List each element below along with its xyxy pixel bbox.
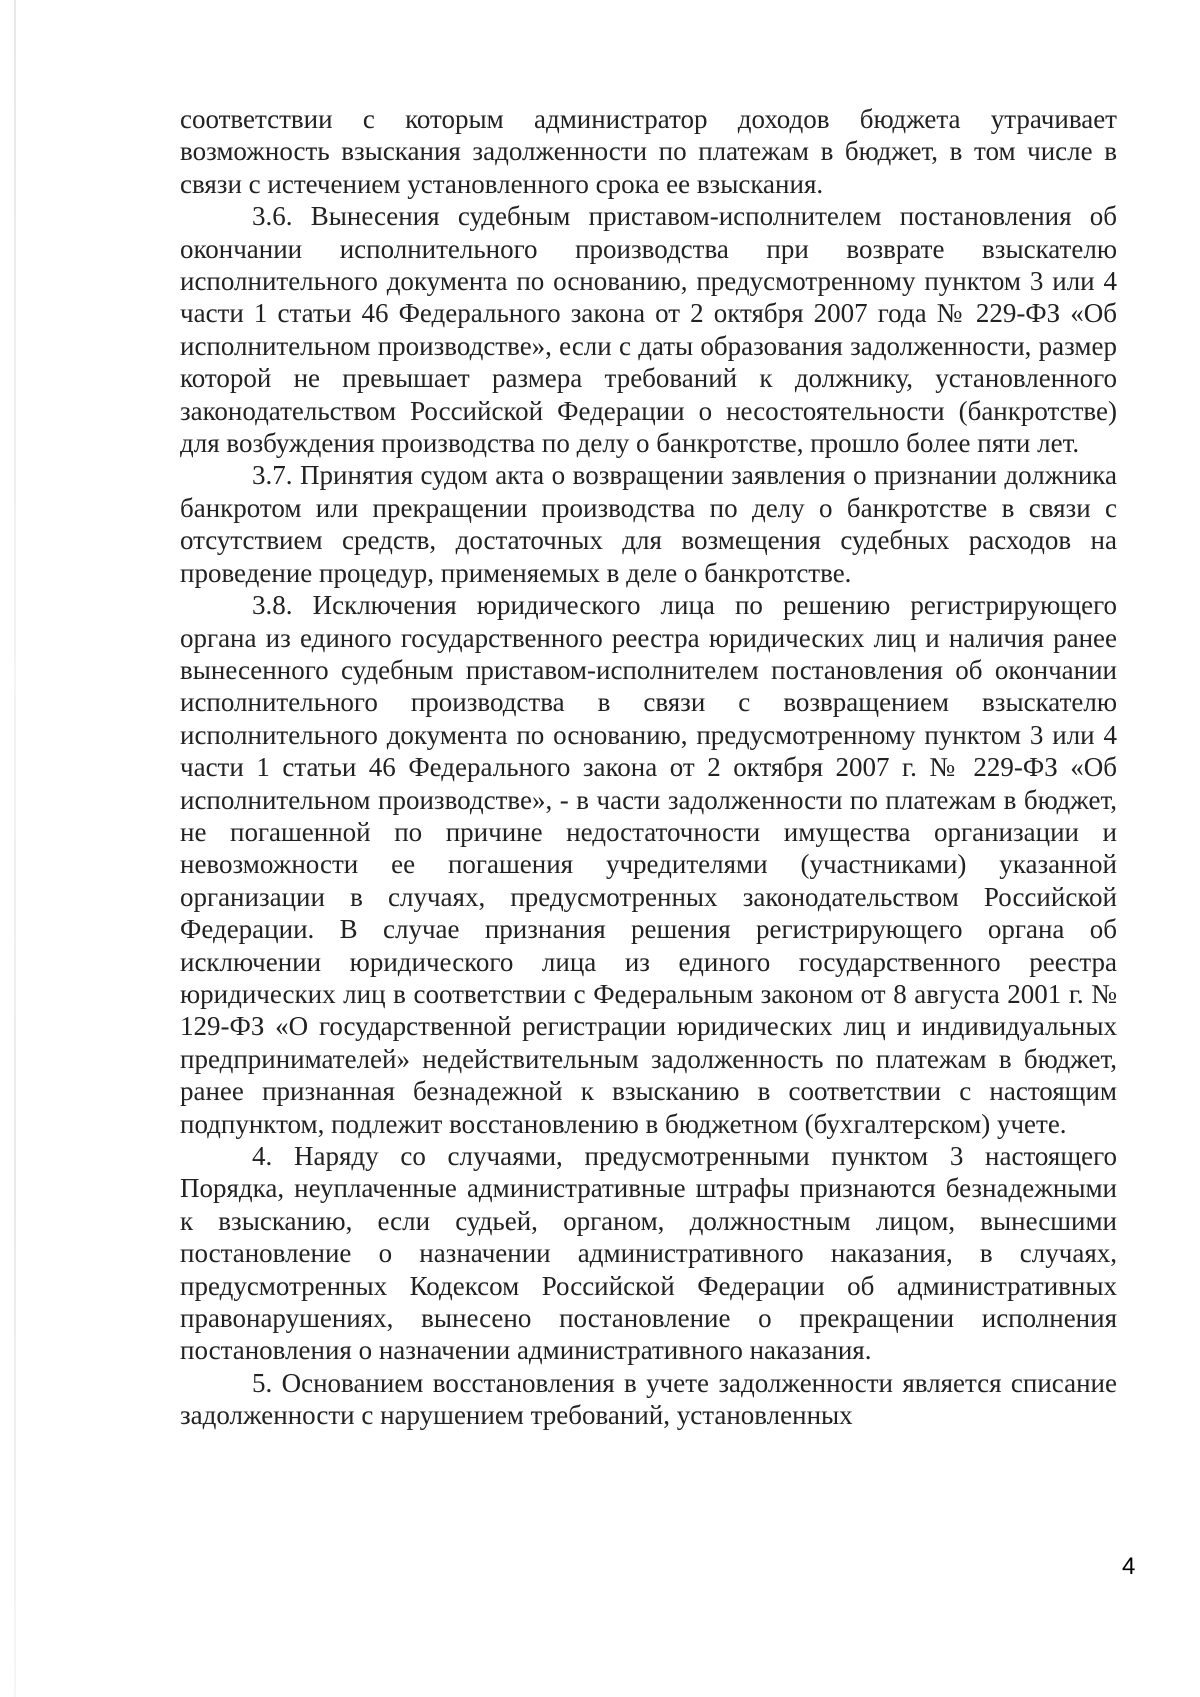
paragraph-5: 5. Основанием восстановления в учете задолженности является списание задолженности с нарушением требований, установленных	[180, 1367, 1117, 1431]
page-number: 4	[1122, 1553, 1136, 1580]
paragraph-4: 4. Наряду со случаями, предусмотренными пунктом 3 настоящего Порядка, неуплаченные административные штрафы признаются безнадежными к взысканию, если судьей, органом, должностным лицом, вынесшими постановление о назначении административного наказания, в случаях, предусмотренных Кодексом Российской Федерации об административных правонарушениях, вынесено постановление о прекращении исполнения постановления о назначении административного наказания.	[180, 1141, 1117, 1366]
paragraph-3-8: 3.8. Исключения юридического лица по решению регистрирующего органа из единого государственного реестра юридических лиц и наличия ранее вынесенного судебным приставом-исполнителем постановления об окончании исполнительного производства в связи с возвращением взыскателю исполнительного документа по основанию, предусмотренному пунктом 3 или 4 части 1 статьи 46 Федерального закона от 2 октября 2007 г. № 229-ФЗ «Об исполнительном производстве», - в части задолженности по платежам в бюджет, не погашенной по причине недостаточности имущества организации и невозможности ее погашения учредителями (участниками) указанной организации в случаях, предусмотренных законодательством Российской Федерации. В случае признания решения регистрирующего органа об исключении юридического лица из единого государственного реестра юридических лиц в соответствии с Федеральным законом от 8 августа 2001 г. № 129-ФЗ «О государственной регистрации юридических лиц и индивидуальных предпринимателей» недействительным задолженность по платежам в бюджет, ранее признанная безнадежной к взысканию в соответствии с настоящим подпунктом, подлежит восстановлению в бюджетном (бухгалтерском) учете.	[180, 590, 1117, 1139]
document-body	[180, 103, 1117, 1432]
paragraph-3-7: 3.7. Принятия судом акта о возвращении заявления о признании должника банкротом или прекращении производства по делу о банкротстве в связи с отсутствием средств, достаточных для возмещения судебных расходов на проведение процедур, применяемых в деле о банкротстве.	[180, 460, 1117, 588]
paragraph-continuation: соответствии с которым администратор доходов бюджета утрачивает возможность взыскания задолженности по платежам в бюджет, в том числе в связи с истечением установленного срока ее взыскания.	[180, 104, 1117, 199]
scan-edge-shadow	[14, 0, 16, 1697]
paragraph-3-6: 3.6. Вынесения судебным приставом-исполнителем постановления об окончании исполнительного производства при возврате взыскателю исполнительного документа по основанию, предусмотренному пунктом 3 или 4 части 1 статьи 46 Федерального закона от 2 октября 2007 года № 229-ФЗ «Об исполнительном производстве», если с даты образования задолженности, размер которой не превышает размера требований к должнику, установленного законодательством Российской Федерации о несостоятельности (банкротстве) для возбуждения производства по делу о банкротстве, прошло более пяти лет.	[180, 201, 1117, 459]
